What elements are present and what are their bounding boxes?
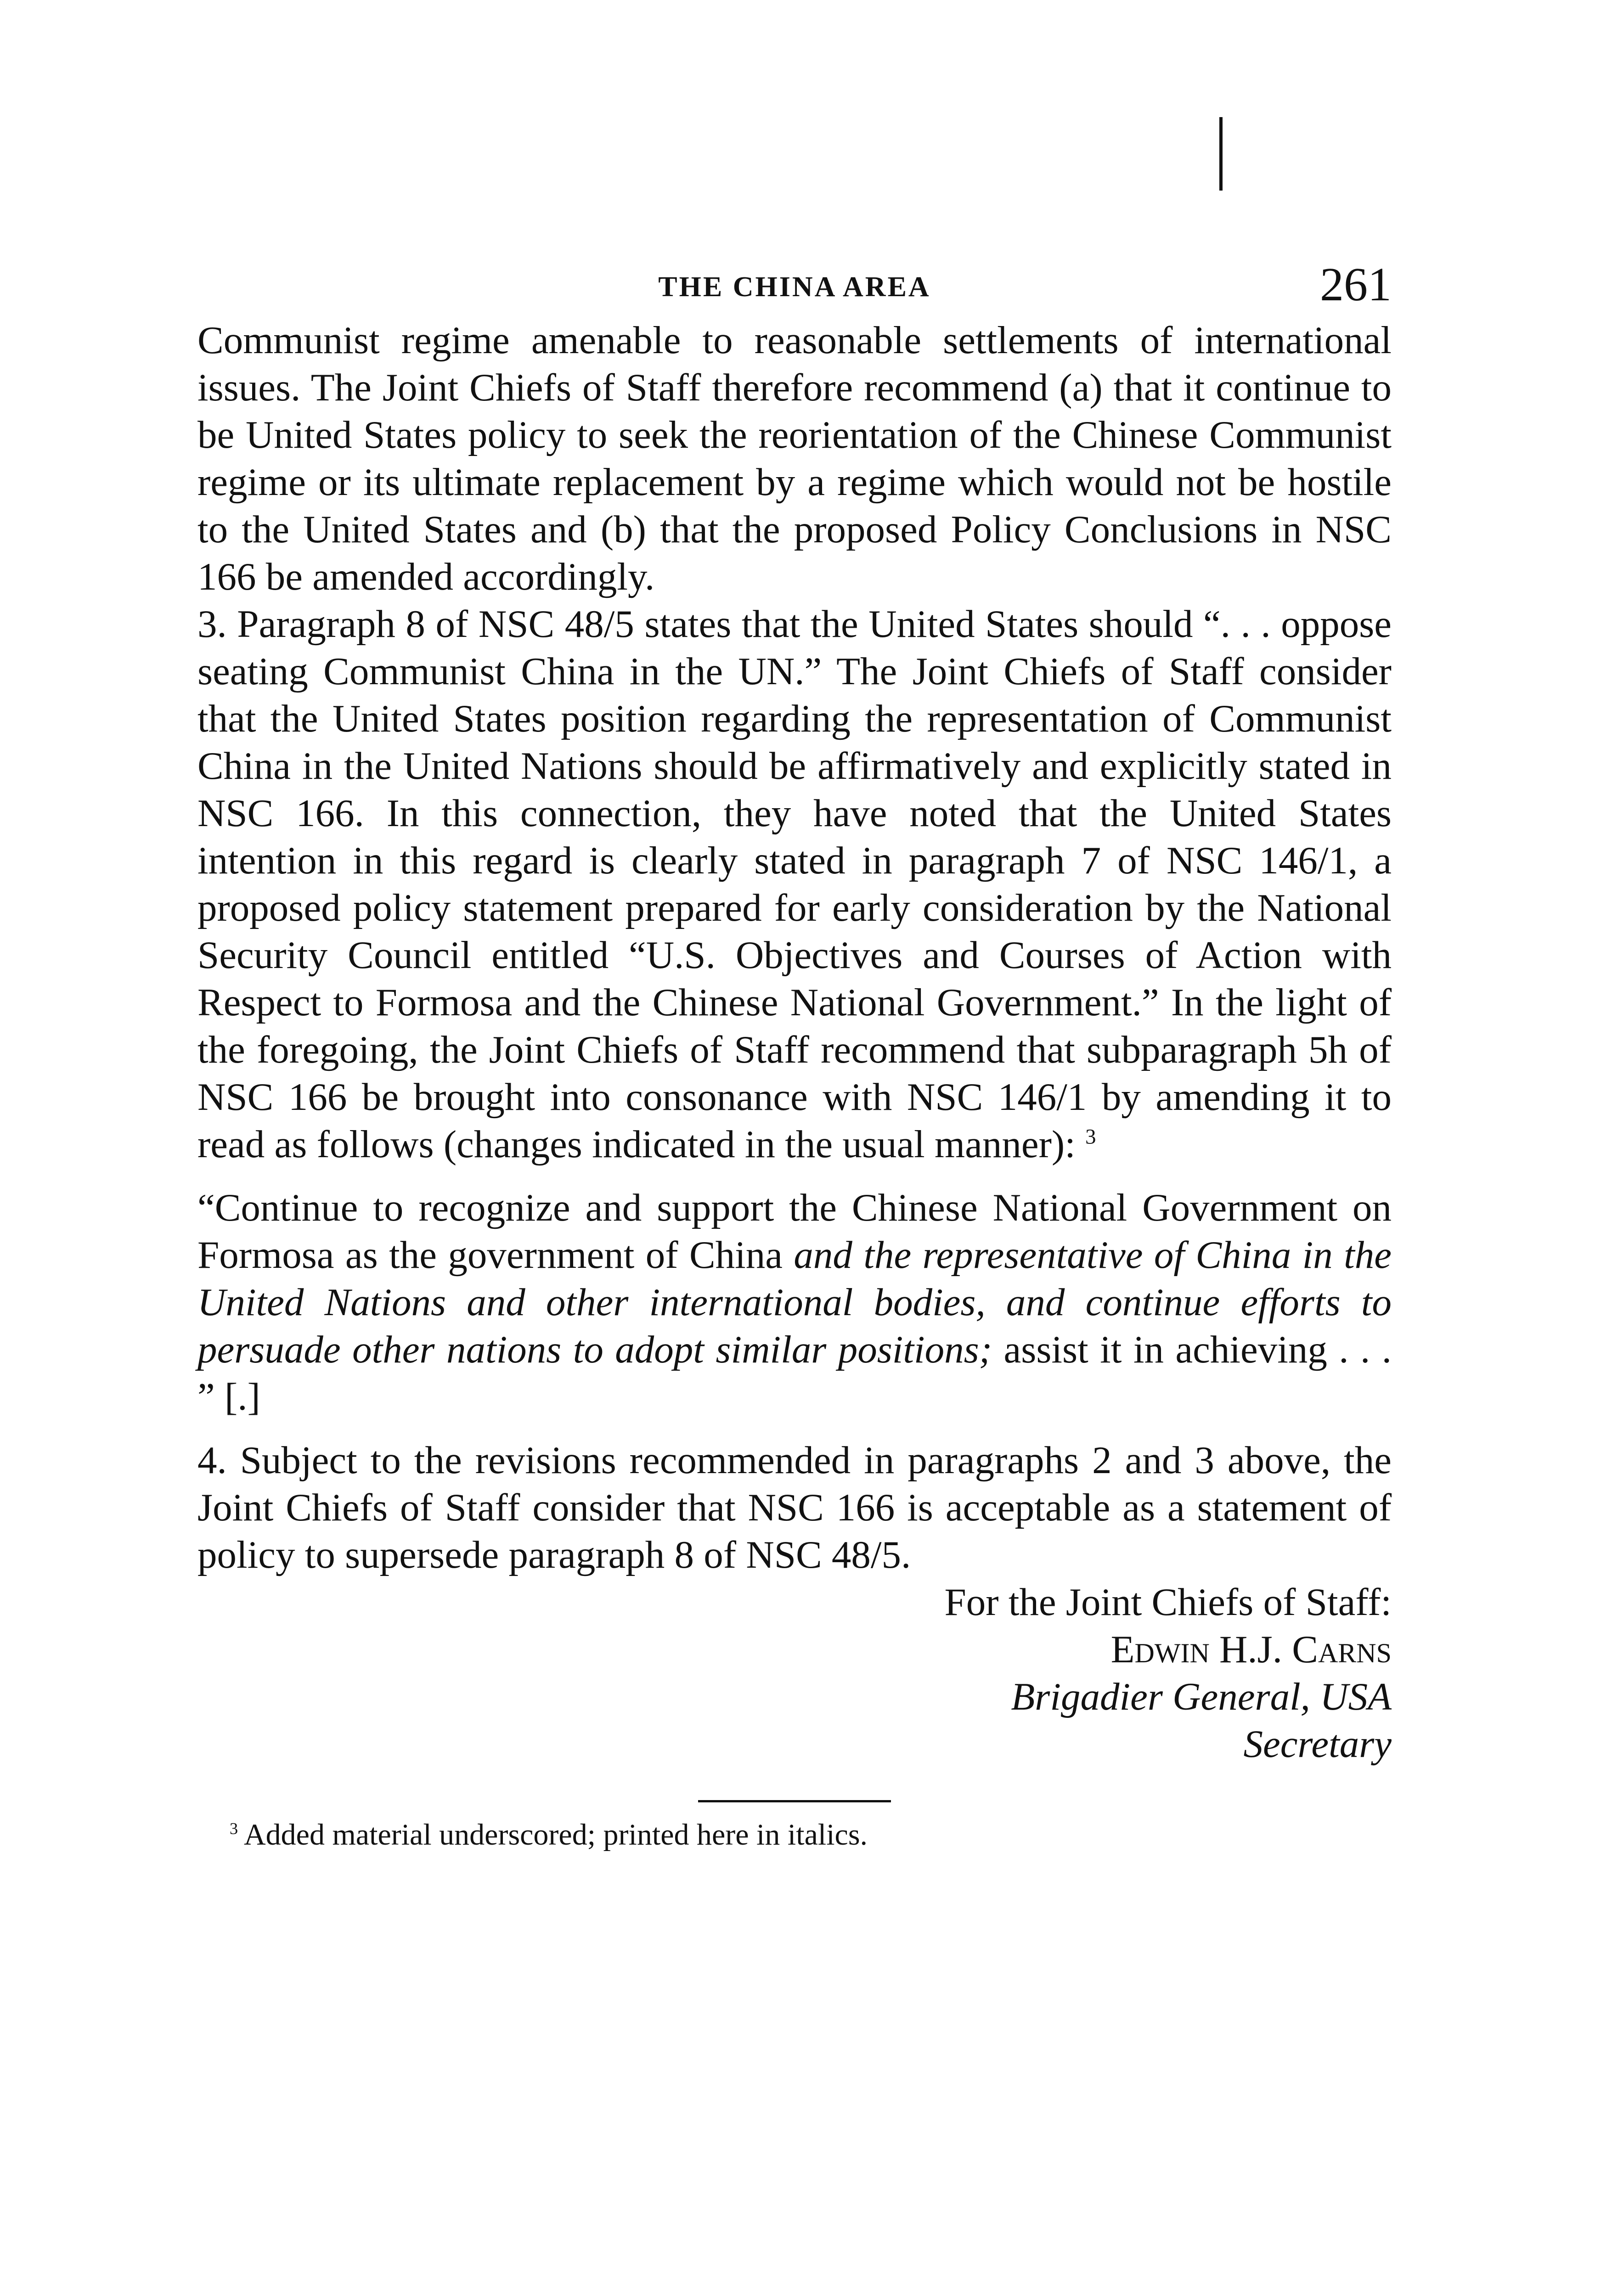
paragraph-3 — [197, 601, 1392, 1168]
quote-added-material: and the representative of China in the United Nations and other international bodies, and continue efforts to persuade other nations to adopt similar positions; — [197, 1233, 1392, 1371]
footnote — [230, 1814, 1392, 1856]
margin-change-bar — [1219, 117, 1223, 191]
quote-plain-end: assist it in achieving . . . ” [.] — [197, 1328, 1392, 1418]
signature-block — [197, 1579, 1392, 1768]
page-number: 261 — [1320, 258, 1392, 311]
running-title: THE CHINA AREA — [658, 271, 931, 303]
quoted-amendment — [197, 1184, 1392, 1421]
signature-line: For the Joint Chiefs of Staff: — [944, 1581, 1392, 1624]
running-head — [197, 257, 1392, 317]
footnote-reference: 3 — [1085, 1125, 1096, 1149]
footnote-text: Added material underscored; printed here in italics. — [244, 1818, 868, 1851]
signatory-title: Secretary — [1243, 1722, 1392, 1766]
paragraph-3-text: 3. Paragraph 8 of NSC 48/5 states that the United States should “. . . oppose seating Communist China in the UN.” The Joint Chiefs of Staff consider that the United States position regarding the representation of Communist China in the United Nations should be affirmatively and explicitly stated in NSC 166. In this connection, they have noted that the United States intention in this regard is clearly stated in paragraph 7 of NSC 146/1, a proposed policy statement prepared for early consideration by the National Security Council entitled “U.S. Objectives and Courses of Action with Respect to Formosa and the Chinese National Government.” In the light of the foregoing, the Joint Chiefs of Staff recommend that subparagraph 5h of NSC 166 be brought into consonance with NSC 146/1 by amending it to read as follows (changes indicated in the usual manner): — [197, 602, 1392, 1166]
signatory-rank: Brigadier General, USA — [1011, 1675, 1392, 1718]
document-page — [197, 257, 1392, 1856]
paragraph-continuation: Communist regime amenable to reasonable settlements of international issues. The Joint Chiefs of Staff therefore recommend (a) that it continue to be United States policy to seek the reorientation of the Chinese Communist regime or its ultimate replacement by a regime which would not be hostile to the United States and (b) that the proposed Policy Conclusions in NSC 166 be amended accordingly. — [197, 319, 1392, 598]
quote-plain-start: “Continue to recognize and support the Chinese National Government on Formosa as the government of China — [197, 1186, 1392, 1277]
footnote-number: 3 — [230, 1819, 238, 1838]
footnote-divider — [698, 1800, 891, 1802]
paragraph-4: 4. Subject to the revisions recommended in paragraphs 2 and 3 above, the Joint Chiefs of Staff consider that NSC 166 is acceptable as a statement of policy to supersede paragraph 8 of NSC 48/5. — [197, 1439, 1392, 1576]
signatory-name: Edwin H.J. Carns — [1110, 1628, 1392, 1671]
